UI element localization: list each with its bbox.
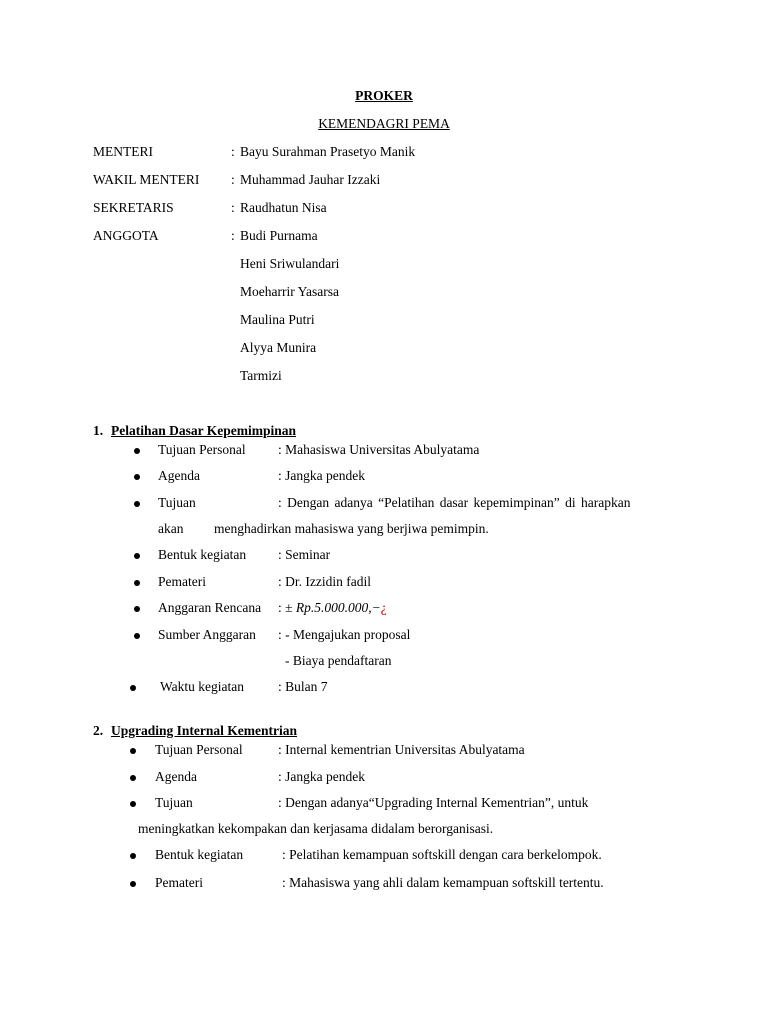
member-name: Tarmizi <box>240 368 282 383</box>
bullet-icon <box>130 881 136 887</box>
item-label: Tujuan Personal <box>155 742 243 757</box>
section-heading: Pelatihan Dasar Kepemimpinan <box>111 423 297 438</box>
item-value: : Dr. Izzidin fadil <box>278 574 371 589</box>
item-continuation: akan <box>158 521 184 536</box>
member-name: Budi Purnama <box>240 228 318 243</box>
bullet-icon <box>134 606 140 612</box>
role-separator: : <box>231 172 235 187</box>
item-label: Agenda <box>158 468 200 483</box>
item-value: : Jangka pendek <box>278 468 365 483</box>
role-label: ANGGOTA <box>93 228 159 243</box>
member-name: Raudhatun Nisa <box>240 200 327 215</box>
item-continuation: meningkatkan kekompakan dan kerjasama didalam berorganisasi. <box>138 821 494 836</box>
item-continuation: menghadirkan mahasiswa yang berjiwa pemimpin. <box>214 521 489 536</box>
bullet-icon <box>134 580 140 586</box>
item-value <box>278 601 387 615</box>
item-label: Bentuk kegiatan <box>155 847 244 862</box>
member-name: Alyya Munira <box>240 340 317 355</box>
section-number: 1. <box>93 423 104 438</box>
item-value: : - Mengajukan proposal <box>278 627 411 642</box>
bullet-icon <box>130 801 136 807</box>
bullet-icon <box>134 448 140 454</box>
item-label: Bentuk kegiatan <box>158 547 247 562</box>
bullet-icon <box>134 474 140 480</box>
item-label: Pemateri <box>158 574 206 589</box>
role-label: SEKRETARIS <box>93 200 174 215</box>
bullet-icon <box>130 775 136 781</box>
item-label: Waktu kegiatan <box>160 679 245 694</box>
item-label: Tujuan <box>155 795 193 810</box>
item-label: Tujuan <box>158 495 196 510</box>
bullet-icon <box>134 501 140 507</box>
role-label: WAKIL MENTERI <box>93 172 200 187</box>
item-value: : Dengan adanya “Pelatihan dasar kepemimpinan” di harapkan <box>278 495 631 510</box>
item-label: Sumber Anggaran <box>158 627 256 642</box>
value-prefix: : ± <box>278 600 293 615</box>
member-name: Maulina Putri <box>240 312 315 327</box>
member-name: Moeharrir Yasarsa <box>240 284 339 299</box>
document-title: PROKER <box>355 88 413 103</box>
item-label: Agenda <box>155 769 197 784</box>
section-heading: Upgrading Internal Kementrian <box>111 723 298 738</box>
item-label: Tujuan Personal <box>158 442 246 457</box>
document-subtitle: KEMENDAGRI PEMA <box>318 116 450 131</box>
role-separator: : <box>231 144 235 159</box>
item-value: : Mahasiswa Universitas Abulyatama <box>278 442 480 457</box>
role-separator: : <box>231 228 235 243</box>
role-separator: : <box>231 200 235 215</box>
member-name: Muhammad Jauhar Izzaki <box>240 172 381 187</box>
bullet-icon <box>130 748 136 754</box>
item-continuation: - Biaya pendaftaran <box>285 653 392 668</box>
bullet-icon <box>134 553 140 559</box>
member-name: Heni Sriwulandari <box>240 256 340 271</box>
section-number: 2. <box>93 723 104 738</box>
item-value: : Seminar <box>278 547 331 562</box>
role-label: MENTERI <box>93 144 153 159</box>
item-value: : Pelatihan kemampuan softskill dengan cara berkelompok. <box>282 847 602 862</box>
member-name: Bayu Surahman Prasetyo Manik <box>240 144 416 159</box>
item-value: : Internal kementrian Universitas Abulyatama <box>278 742 525 757</box>
item-value: : Jangka pendek <box>278 769 365 784</box>
item-label: Pemateri <box>155 875 203 890</box>
item-value: : Dengan adanya“Upgrading Internal Kementrian”, untuk <box>278 795 589 810</box>
item-value: : Mahasiswa yang ahli dalam kemampuan softskill tertentu. <box>282 875 604 890</box>
item-label: Anggaran Rencana <box>158 600 262 615</box>
value-formula: Rp.5.000.000,− <box>295 600 381 615</box>
bullet-icon <box>134 633 140 639</box>
bullet-icon <box>130 853 136 859</box>
item-value: : Bulan 7 <box>278 679 328 694</box>
value-suffix: ¿ <box>380 600 387 615</box>
bullet-icon <box>130 685 136 691</box>
